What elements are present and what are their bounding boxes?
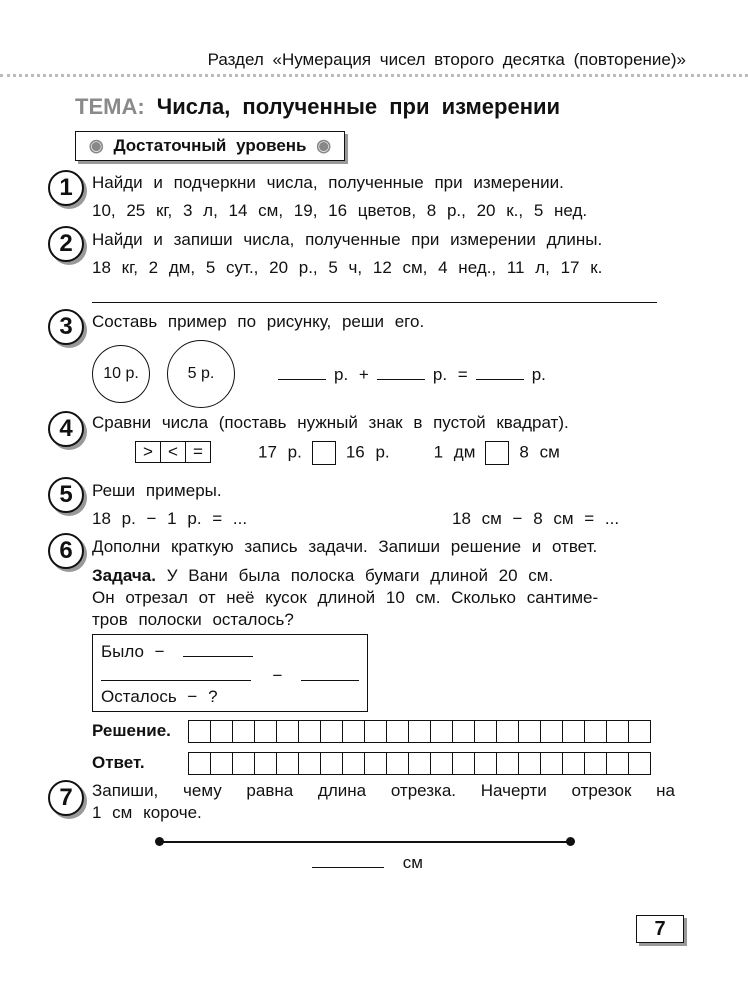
grid-cell[interactable] <box>541 753 563 774</box>
grid-cell[interactable] <box>453 753 475 774</box>
grid-cell[interactable] <box>321 753 343 774</box>
grid-cell[interactable] <box>321 721 343 742</box>
grid-cell[interactable] <box>299 721 321 742</box>
task-text: 1 см короче. <box>92 803 202 822</box>
grid-cell[interactable] <box>563 721 585 742</box>
task-text: Найди и подчеркни числа, полученные при измерении. <box>92 173 564 192</box>
example: 18 см − 8 см = ... <box>452 509 620 528</box>
task-text: Найди и запиши числа, полученные при измерении длины. <box>92 230 603 249</box>
compare-row: 17 р. 16 р. 1 дм 8 см <box>258 441 560 465</box>
level-badge: ◉ Достаточный уровень ◉ <box>75 131 345 161</box>
grid-cell[interactable] <box>233 753 255 774</box>
task-number: 7 <box>48 780 84 816</box>
grid-cell[interactable] <box>343 753 365 774</box>
grid-cell[interactable] <box>431 753 453 774</box>
answer-box[interactable] <box>312 441 336 465</box>
task-text: Дополни краткую запись задачи. Запиши решение и ответ. <box>92 537 598 556</box>
grid-cell[interactable] <box>409 753 431 774</box>
task-text: 10, 25 кг, 3 л, 14 см, 19, 16 цветов, 8 р., 20 к., 5 нед. <box>92 201 588 220</box>
page-title <box>75 94 560 120</box>
grid-cell[interactable] <box>585 753 607 774</box>
grid-cell[interactable] <box>277 753 299 774</box>
grid-cell[interactable] <box>475 753 497 774</box>
grid-cell[interactable] <box>431 721 453 742</box>
grid-cell[interactable] <box>387 753 409 774</box>
task-text: Запиши, чему равна длина отрезка. Начерти отрезок на <box>92 781 675 800</box>
grid-cell[interactable] <box>497 753 519 774</box>
answer-grid[interactable] <box>188 752 651 775</box>
dotted-divider <box>0 74 748 77</box>
grid-cell[interactable] <box>519 721 541 742</box>
segment-endpoint <box>566 837 575 846</box>
task-text: Реши примеры. <box>92 481 222 500</box>
grid-cell[interactable] <box>497 721 519 742</box>
sign-options: > < = <box>135 441 211 463</box>
task-number: 3 <box>48 309 84 345</box>
grid-cell[interactable] <box>299 753 321 774</box>
grid-cell[interactable] <box>607 753 629 774</box>
grid-cell[interactable] <box>475 721 497 742</box>
grid-cell[interactable] <box>233 721 255 742</box>
grid-cell[interactable] <box>607 721 629 742</box>
topic-title: Числа, полученные при измерении <box>156 94 561 119</box>
grid-cell[interactable] <box>629 753 650 774</box>
grid-cell[interactable] <box>211 753 233 774</box>
topic-label: ТЕМА: <box>75 94 145 119</box>
grid-cell[interactable] <box>189 753 211 774</box>
workbook-page: Раздел «Нумерация чисел второго десятка (повторение)» ТЕМА: Числа, полученные при измерении ◉ Достаточный уровень ◉ 1 Найди и подчеркни числа, полученные при измерении. 10, 25 кг, 3 л, 14 см, 19, 16 цветов, 8 р., 20 к., 5 нед. 2 Найди и запиши числа, полученные при измерении длины. 18 кг, 2 дм, 5 сут., 20 р., 5 ч, 12 см, 4 нед., 11 л, 17 к. 3 Составь пример по рисунку, реши его. 10 р. 5 р. р. + р. = р. 4 Сравни числа (поставь нужный знак в пустой квадрат). > < = 17 р. 16 р. 1 дм 8 см 5 Реши примеры. 18 р. − 1 р. = ... 18 см − 8 см = ... 6 Дополни краткую запись задачи. Запиши решение и ответ. Задача. У Вани была полоска бумаги длиной 20 см. Он отрезал от неё кусок длиной 10 см. Сколько сантиме- тров полоски осталось? Было − − Осталось − ? Решение. Ответ. 7 Запиши, чему равна длина отрезка. Начерти отрезок на 1 см короче. см 7 <box>0 0 748 1000</box>
section-header: Раздел «Нумерация чисел второго десятка (повторение)» <box>207 50 686 69</box>
short-record-box: Было − − Осталось − ? <box>92 634 368 712</box>
task-number: 1 <box>48 170 84 206</box>
grid-cell[interactable] <box>255 753 277 774</box>
equation: р. + р. = р. <box>270 362 546 385</box>
page-number: 7 <box>636 915 684 943</box>
coin-5: 5 р. <box>167 340 235 408</box>
grid-cell[interactable] <box>585 721 607 742</box>
task-text: Сравни числа (поставь нужный знак в пустой квадрат). <box>92 413 569 432</box>
task-text: 18 кг, 2 дм, 5 сут., 20 р., 5 ч, 12 см, 4 нед., 11 л, 17 к. <box>92 258 603 277</box>
answer-box[interactable] <box>485 441 509 465</box>
grid-cell[interactable] <box>365 753 387 774</box>
task-number: 4 <box>48 411 84 447</box>
answer-line[interactable] <box>92 302 657 303</box>
grid-cell[interactable] <box>343 721 365 742</box>
grid-cell[interactable] <box>189 721 211 742</box>
solution-label: Решение. <box>92 721 171 740</box>
level-label: Достаточный уровень <box>113 136 307 155</box>
grid-cell[interactable] <box>629 721 650 742</box>
task-number: 5 <box>48 477 84 513</box>
grid-cell[interactable] <box>365 721 387 742</box>
answer-label: Ответ. <box>92 753 145 772</box>
grid-cell[interactable] <box>453 721 475 742</box>
example: 18 р. − 1 р. = ... <box>92 509 248 528</box>
grid-cell[interactable] <box>255 721 277 742</box>
grid-cell[interactable] <box>409 721 431 742</box>
task-text: Он отрезал от неё кусок длиной 10 см. Сколько сантиме- <box>92 588 599 607</box>
coin-10: 10 р. <box>92 345 150 403</box>
grid-cell[interactable] <box>541 721 563 742</box>
answer-blank[interactable] <box>312 850 384 868</box>
grid-cell[interactable] <box>519 753 541 774</box>
grid-cell[interactable] <box>387 721 409 742</box>
task-number: 6 <box>48 533 84 569</box>
solution-grid[interactable] <box>188 720 651 743</box>
task-text: Составь пример по рисунку, реши его. <box>92 312 425 331</box>
grid-cell[interactable] <box>277 721 299 742</box>
grid-cell[interactable] <box>211 721 233 742</box>
segment-endpoint <box>155 837 164 846</box>
task-text: тров полоски осталось? <box>92 610 294 629</box>
task-number: 2 <box>48 226 84 262</box>
grid-cell[interactable] <box>563 753 585 774</box>
segment <box>160 841 570 843</box>
